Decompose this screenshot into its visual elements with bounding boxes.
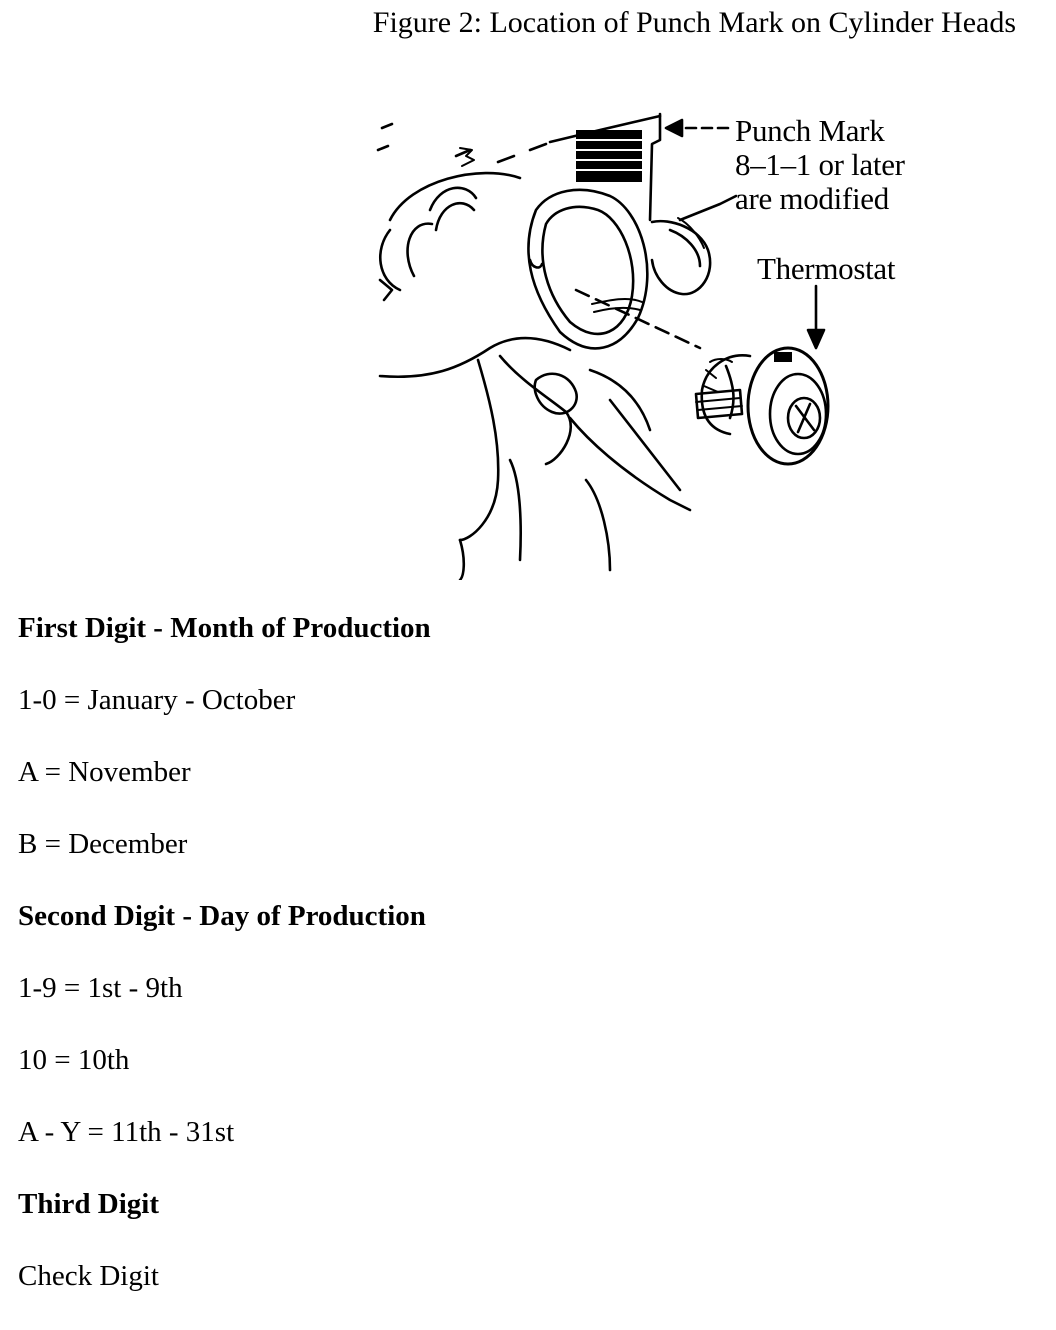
figure-caption: Figure 2: Location of Punch Mark on Cylinder Heads xyxy=(372,6,1016,39)
block-dash-marks xyxy=(378,124,546,162)
section-heading-first-digit: First Digit - Month of Production xyxy=(18,612,431,644)
list-item: B = December xyxy=(18,828,188,860)
list-item: 1-0 = January - October xyxy=(18,684,296,716)
list-item: 1-9 = 1st - 9th xyxy=(18,972,183,1004)
outlet-pipe xyxy=(652,221,710,294)
list-item: 10 = 10th xyxy=(18,1044,130,1076)
thermostat-housing-outer xyxy=(528,190,647,349)
list-item: A - Y = 11th - 31st xyxy=(18,1116,235,1148)
list-item: Check Digit xyxy=(18,1260,159,1292)
cylinder-head-diagram xyxy=(370,100,950,580)
punch-mark-area xyxy=(576,130,642,182)
thermostat-label: Thermostat xyxy=(757,251,896,286)
punch-mark-label: Punch Mark xyxy=(735,113,885,148)
body-lower-edge xyxy=(380,338,570,377)
axis-line xyxy=(576,290,700,348)
thermostat-housing-inner xyxy=(542,207,633,334)
section-heading-second-digit: Second Digit - Day of Production xyxy=(18,900,426,932)
punch-code-legend xyxy=(18,610,431,1330)
boss-edge xyxy=(650,114,660,220)
list-item: A = November xyxy=(18,756,191,788)
section-heading-third-digit: Third Digit xyxy=(18,1188,159,1220)
modified-label-line2: are modified xyxy=(735,181,889,216)
block-contour-top xyxy=(390,173,520,220)
modified-label-line1: 8–1–1 or later xyxy=(735,147,905,182)
thermostat-part xyxy=(696,348,828,464)
modified-pointer xyxy=(680,196,736,220)
